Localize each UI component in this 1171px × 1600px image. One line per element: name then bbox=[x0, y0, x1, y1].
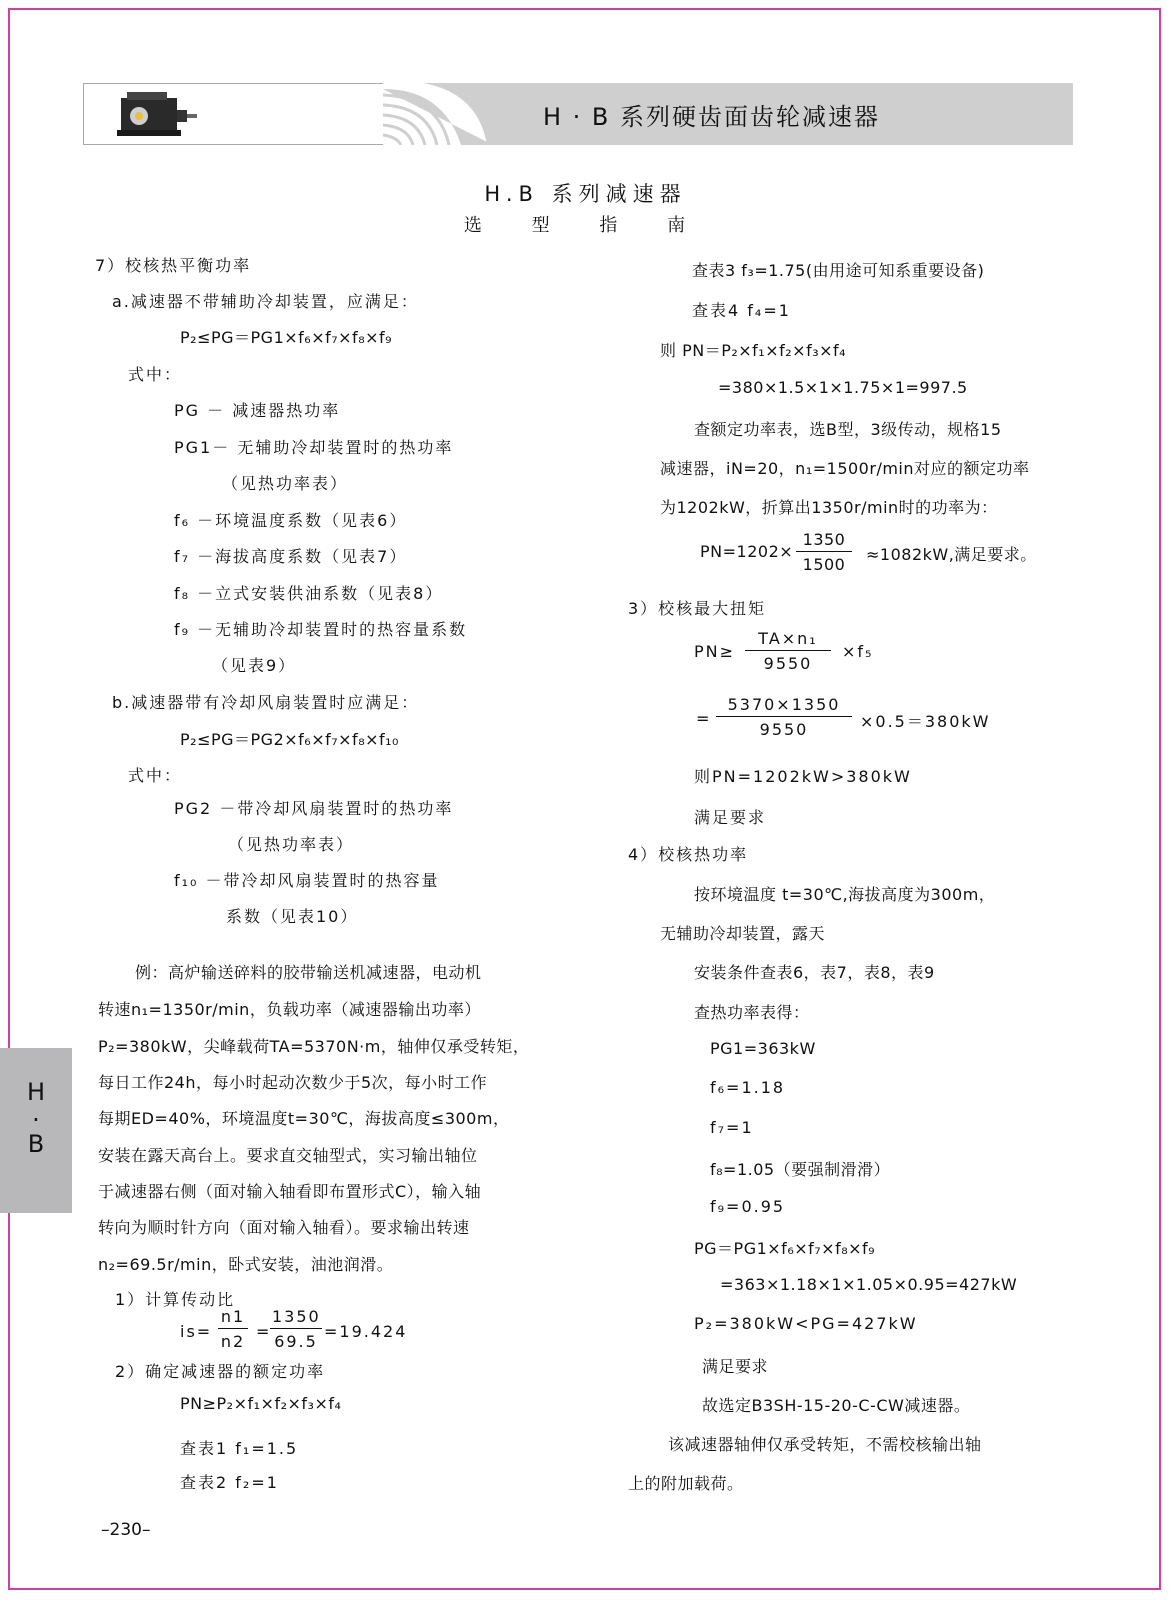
value-pg1: PG1=363kW bbox=[710, 1039, 816, 1058]
pn-conv-fraction bbox=[796, 530, 852, 574]
requirement-met: 满足要求 bbox=[694, 808, 767, 827]
thermal-text: 安装条件查表6，表7，表8，表9 bbox=[694, 963, 935, 982]
rated-power-formula: PN≥P₂×f₁×f₂×f₃×f₄ bbox=[180, 1394, 342, 1413]
condition-a: a.减速器不带辅助冷却装置，应满足： bbox=[112, 292, 419, 311]
pn-conv-result: ≈1082kW,满足要求。 bbox=[866, 545, 1037, 564]
torque-lhs: PN≥ bbox=[694, 642, 736, 661]
step-7-heading: 7）校核热平衡功率 bbox=[95, 256, 252, 275]
value-f6: f₆=1.18 bbox=[710, 1078, 786, 1097]
wherein-label: 式中： bbox=[128, 766, 183, 785]
ratio-numerator: n1 bbox=[218, 1307, 248, 1329]
value-f9: f₉=0.95 bbox=[710, 1197, 786, 1216]
torque-numerator: TA×n₁ bbox=[745, 629, 831, 651]
example-line: n₂=69.5r/min，卧式安装，油池润滑。 bbox=[98, 1255, 394, 1274]
def-f9-note: （见表9） bbox=[212, 656, 297, 675]
rated-text: 减速器，iN=20，n₁=1500r/min对应的额定功率 bbox=[660, 459, 1030, 478]
def-pg: PG － 减速器热功率 bbox=[174, 401, 341, 420]
example-line: P₂=380kW，尖峰载荷TA=5370N·m，轴伸仅承受转矩， bbox=[98, 1037, 530, 1056]
formula-b: P₂≤PG＝PG2×f₆×f₇×f₈×f₁₀ bbox=[180, 730, 399, 749]
step-1-heading: 1）计算传动比 bbox=[115, 1290, 236, 1309]
closing-text: 上的附加载荷。 bbox=[628, 1474, 744, 1493]
thermal-text: 查热功率表得： bbox=[694, 1003, 810, 1022]
header-title: H · B 系列硬齿面齿轮减速器 bbox=[543, 103, 881, 131]
formula-a: P₂≤PG＝PG1×f₆×f₇×f₈×f₉ bbox=[180, 328, 393, 347]
table-2-lookup: 查表2 f₂=1 bbox=[180, 1473, 279, 1492]
example-line: 安装在露天高台上。要求直交轴型式，实习输出轴位 bbox=[98, 1146, 478, 1165]
requirement-met: 满足要求 bbox=[702, 1357, 769, 1376]
power-compare: P₂=380kW<PG=427kW bbox=[694, 1314, 918, 1333]
pn-conv-denominator: 1500 bbox=[802, 555, 846, 574]
side-tab-letter: B bbox=[27, 1130, 45, 1158]
ratio-eq: = bbox=[256, 1322, 272, 1341]
pg-formula: PG＝PG1×f₆×f₇×f₈×f₉ bbox=[694, 1239, 876, 1258]
step-4-heading: 4）校核热功率 bbox=[628, 845, 749, 864]
ratio-value-denominator: 69.5 bbox=[274, 1332, 318, 1351]
pn-formula: 则 PN＝P₂×f₁×f₂×f₃×f₄ bbox=[660, 341, 847, 360]
def-f10-note: 系数（见表10） bbox=[226, 907, 359, 926]
document-subtitle: 选 型 指 南 bbox=[463, 215, 708, 236]
def-f8: f₈ －立式安装供油系数（见表8） bbox=[174, 584, 444, 603]
value-f8: f₈=1.05（要强制滑滑） bbox=[710, 1160, 891, 1179]
ratio-result: =19.424 bbox=[324, 1322, 408, 1341]
torque-compare: 则PN=1202kW>380kW bbox=[694, 767, 912, 786]
torque2-eq: = bbox=[696, 709, 712, 728]
example-line: 转速n₁=1350r/min，负载功率（减速器输出功率） bbox=[98, 1000, 481, 1019]
ratio-lhs: is= bbox=[180, 1322, 213, 1341]
table-4-lookup: 查表4 f₄=1 bbox=[692, 301, 791, 320]
closing-text: 该减速器轴伸仅承受转矩，不需校核输出轴 bbox=[668, 1435, 982, 1454]
def-f9: f₉ －无辅助冷却装置时的热容量系数 bbox=[174, 620, 468, 639]
ratio-value-fraction bbox=[270, 1307, 322, 1351]
def-f10: f₁₀ －带冷却风扇装置时的热容量 bbox=[174, 871, 440, 890]
value-f7: f₇=1 bbox=[710, 1118, 754, 1137]
torque-denominator: 9550 bbox=[763, 654, 813, 673]
example-line: 每日工作24h，每小时起动次数少于5次，每小时工作 bbox=[98, 1073, 488, 1092]
rated-text: 为1202kW，折算出1350r/min时的功率为： bbox=[660, 498, 998, 517]
torque-f5: ×f₅ bbox=[842, 642, 874, 661]
gear-reducer-photo bbox=[117, 90, 199, 140]
torque2-fraction bbox=[716, 695, 852, 739]
def-pg1: PG1－ 无辅助冷却装置时的热功率 bbox=[174, 438, 454, 457]
side-tab bbox=[0, 1048, 72, 1213]
pn-value: =380×1.5×1×1.75×1=997.5 bbox=[718, 378, 968, 397]
header-stripes bbox=[383, 83, 493, 145]
thermal-text: 无辅助冷却装置，露天 bbox=[660, 924, 826, 943]
pg-value: =363×1.18×1×1.05×0.95=427kW bbox=[720, 1275, 1018, 1294]
def-f6: f₆ －环境温度系数（见表6） bbox=[174, 511, 408, 530]
def-pg1-note: （见热功率表） bbox=[222, 474, 349, 493]
header-image-panel bbox=[83, 83, 393, 145]
table-1-lookup: 查表1 f₁=1.5 bbox=[180, 1439, 299, 1458]
torque2-denominator: 9550 bbox=[759, 720, 809, 739]
ratio-value-numerator: 1350 bbox=[270, 1307, 322, 1329]
def-pg2-note: （见热功率表） bbox=[228, 835, 355, 854]
wherein-label: 式中： bbox=[128, 365, 183, 384]
torque2-result: ×0.5＝380kW bbox=[860, 712, 991, 731]
document-title: H.B 系列减速器 bbox=[484, 182, 687, 206]
def-pg2: PG2 －带冷却风扇装置时的热功率 bbox=[174, 799, 454, 818]
thermal-text: 按环境温度 t=30℃,海拔高度为300m， bbox=[694, 885, 996, 904]
pn-conv-lhs: PN=1202× bbox=[700, 542, 794, 561]
ratio-denominator: n2 bbox=[220, 1332, 246, 1351]
def-f7: f₇ －海拔高度系数（见表7） bbox=[174, 547, 408, 566]
example-line: 每期ED=40%，环境温度t=30℃，海拔高度≤300m， bbox=[98, 1109, 510, 1128]
selection-result: 故选定B3SH-15-20-C-CW减速器。 bbox=[702, 1396, 971, 1415]
side-tab-letter: H bbox=[26, 1078, 46, 1106]
torque-fraction bbox=[745, 629, 831, 673]
page-header bbox=[83, 83, 1073, 145]
step-3-heading: 3）校核最大扭矩 bbox=[628, 599, 767, 618]
torque2-numerator: 5370×1350 bbox=[716, 695, 852, 717]
example-line: 例：高炉输送碎料的胶带输送机减速器，电动机 bbox=[135, 963, 482, 982]
page-number: –230– bbox=[101, 1520, 151, 1540]
rated-text: 查额定功率表，选B型，3级传动，规格15 bbox=[694, 420, 1002, 439]
ratio-fraction bbox=[218, 1307, 248, 1351]
condition-b: b.减速器带有冷却风扇装置时应满足： bbox=[112, 693, 420, 712]
example-line: 转向为顺时针方向（面对输入轴看）。要求输出转速 bbox=[98, 1218, 470, 1237]
side-tab-dot: · bbox=[32, 1106, 40, 1134]
step-2-heading: 2）确定减速器的额定功率 bbox=[115, 1362, 326, 1381]
pn-conv-numerator: 1350 bbox=[796, 530, 852, 552]
table-3-lookup: 查表3 f₃=1.75(由用途可知系重要设备) bbox=[692, 261, 985, 280]
example-line: 于减速器右侧（面对输入轴看即布置形式C），输入轴 bbox=[98, 1182, 482, 1201]
